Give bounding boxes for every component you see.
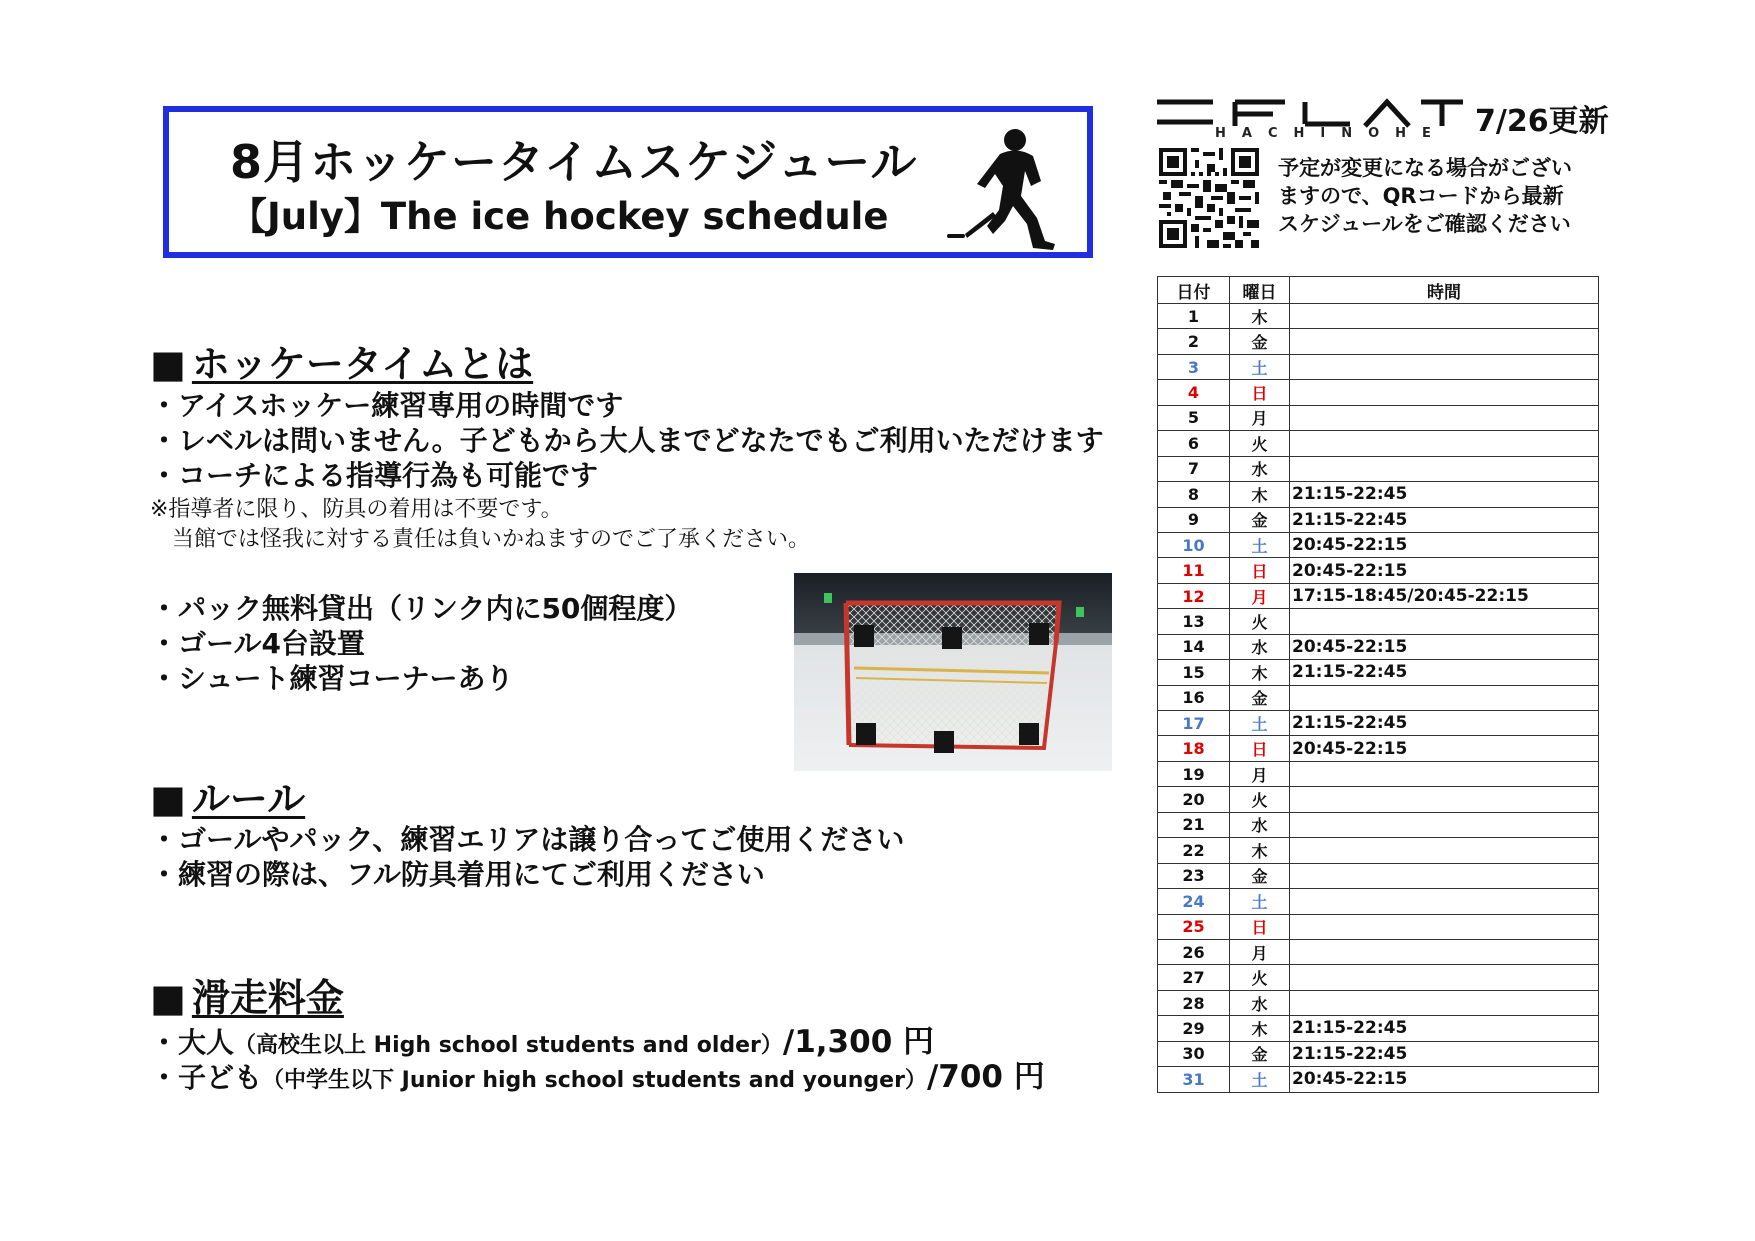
fee-note: （高校生以上 High school students and older）: [234, 1033, 783, 1058]
day-cell: 木: [1230, 660, 1290, 685]
section-heading-rules: [150, 768, 305, 823]
time-cell: 21:15-22:45: [1290, 482, 1599, 507]
table-row: [1158, 329, 1599, 354]
time-cell: [1290, 431, 1599, 456]
table-row: [1158, 990, 1599, 1015]
fee-note: （中学生以下 Junior high school students and younger）: [262, 1068, 927, 1093]
table-row: [1158, 838, 1599, 863]
table-row: [1158, 736, 1599, 761]
time-cell: 21:15-22:45: [1290, 711, 1599, 736]
time-cell: 21:15-22:45: [1290, 1041, 1599, 1066]
section-heading-text: 滑走料金: [191, 976, 344, 1020]
time-cell: [1290, 405, 1599, 430]
about-note: 当館では怪我に対する責任は負いかねますのでご了承ください。: [150, 527, 811, 552]
square-bullet: ■: [150, 777, 186, 821]
table-row: [1158, 787, 1599, 812]
date-cell: 15: [1158, 660, 1230, 685]
logo-text: FLAT: [1155, 96, 1158, 97]
schedule-table: [1157, 276, 1599, 1093]
column-header: 日付: [1158, 277, 1230, 304]
date-cell: 7: [1158, 456, 1230, 481]
date-cell: 10: [1158, 532, 1230, 557]
day-cell: 木: [1230, 304, 1290, 329]
day-cell: 水: [1230, 456, 1290, 481]
day-cell: 金: [1230, 1041, 1290, 1066]
date-cell: 14: [1158, 634, 1230, 659]
day-cell: 金: [1230, 329, 1290, 354]
table-row: [1158, 761, 1599, 786]
date-cell: 20: [1158, 787, 1230, 812]
section-heading-text: ホッケータイムとは: [191, 342, 534, 386]
logo-subtitle: HACHINOHE: [1215, 126, 1447, 141]
table-row: [1158, 1016, 1599, 1041]
day-cell: 木: [1230, 1016, 1290, 1041]
day-cell: 土: [1230, 1067, 1290, 1092]
day-cell: 火: [1230, 609, 1290, 634]
qr-code-icon[interactable]: [1157, 148, 1261, 248]
time-cell: [1290, 965, 1599, 990]
table-row: [1158, 634, 1599, 659]
time-cell: [1290, 609, 1599, 634]
day-cell: 水: [1230, 812, 1290, 837]
day-cell: 日: [1230, 736, 1290, 761]
date-cell: 6: [1158, 431, 1230, 456]
date-cell: 21: [1158, 812, 1230, 837]
time-cell: [1290, 838, 1599, 863]
time-cell: [1290, 761, 1599, 786]
page-subtitle: 【July】The ice hockey schedule: [230, 195, 889, 238]
table-row: [1158, 405, 1599, 430]
time-cell: [1290, 914, 1599, 939]
table-row: [1158, 1067, 1599, 1092]
page-title: 8月ホッケータイムスケジュール: [230, 135, 918, 189]
date-cell: 19: [1158, 761, 1230, 786]
date-cell: 12: [1158, 583, 1230, 608]
notice-line: 予定が変更になる場合がござい: [1278, 156, 1572, 180]
time-cell: 20:45-22:15: [1290, 634, 1599, 659]
date-cell: 13: [1158, 609, 1230, 634]
day-cell: 日: [1230, 380, 1290, 405]
time-cell: [1290, 990, 1599, 1015]
time-cell: [1290, 456, 1599, 481]
table-row: [1158, 711, 1599, 736]
table-row: [1158, 609, 1599, 634]
section-heading-about: [150, 333, 533, 388]
time-cell: 21:15-22:45: [1290, 507, 1599, 532]
table-row: [1158, 583, 1599, 608]
date-cell: 23: [1158, 863, 1230, 888]
date-cell: 1: [1158, 304, 1230, 329]
rules-bullet: ・ゴールやパック、練習エリアは譲り合ってご使用ください: [150, 823, 905, 856]
table-row: [1158, 304, 1599, 329]
update-label: 7/26更新: [1475, 104, 1609, 139]
table-row: [1158, 482, 1599, 507]
date-cell: 30: [1158, 1041, 1230, 1066]
about-bullet: ・コーチによる指導行為も可能です: [150, 459, 599, 492]
notice-line: スケジュールをご確認ください: [1278, 212, 1571, 236]
table-row: [1158, 507, 1599, 532]
hockey-player-icon: [945, 126, 1080, 251]
time-cell: 20:45-22:15: [1290, 558, 1599, 583]
time-cell: [1290, 787, 1599, 812]
about-bullet: ・アイスホッケー練習専用の時間です: [150, 389, 624, 422]
table-row: [1158, 939, 1599, 964]
date-cell: 24: [1158, 889, 1230, 914]
date-cell: 5: [1158, 405, 1230, 430]
table-row: [1158, 558, 1599, 583]
section-heading-text: ルール: [191, 777, 306, 821]
schedule-body: [1158, 304, 1599, 1093]
day-cell: 月: [1230, 583, 1290, 608]
about-bullet: ・レベルは問いません。子どもから大人までどなたでもご利用いただけます: [150, 424, 1104, 457]
hockey-goal-photo: [794, 573, 1112, 771]
square-bullet: ■: [150, 342, 186, 386]
table-row: [1158, 863, 1599, 888]
time-cell: [1290, 329, 1599, 354]
date-cell: 16: [1158, 685, 1230, 710]
date-cell: 31: [1158, 1067, 1230, 1092]
table-row: [1158, 685, 1599, 710]
fee-child: [150, 1051, 1045, 1096]
time-cell: [1290, 685, 1599, 710]
day-cell: 土: [1230, 711, 1290, 736]
about-bullet: ・シュート練習コーナーあり: [150, 662, 514, 695]
table-row: [1158, 889, 1599, 914]
date-cell: 4: [1158, 380, 1230, 405]
day-cell: 土: [1230, 889, 1290, 914]
date-cell: 18: [1158, 736, 1230, 761]
column-header: 曜日: [1230, 277, 1290, 304]
day-cell: 火: [1230, 431, 1290, 456]
day-cell: 月: [1230, 939, 1290, 964]
date-cell: 11: [1158, 558, 1230, 583]
section-heading-fees: [150, 967, 344, 1022]
fee-label: ・大人: [150, 1026, 235, 1059]
date-cell: 26: [1158, 939, 1230, 964]
table-row: [1158, 965, 1599, 990]
day-cell: 火: [1230, 965, 1290, 990]
fee-price: /700 円: [926, 1059, 1045, 1095]
day-cell: 金: [1230, 507, 1290, 532]
table-row: [1158, 1041, 1599, 1066]
about-bullet: ・ゴール4台設置: [150, 627, 365, 660]
time-cell: [1290, 380, 1599, 405]
table-row: [1158, 431, 1599, 456]
table-row: [1158, 914, 1599, 939]
time-cell: [1290, 939, 1599, 964]
table-row: [1158, 812, 1599, 837]
table-row: [1158, 380, 1599, 405]
time-cell: [1290, 863, 1599, 888]
table-row: [1158, 660, 1599, 685]
day-cell: 金: [1230, 685, 1290, 710]
time-cell: 21:15-22:45: [1290, 1016, 1599, 1041]
day-cell: 木: [1230, 482, 1290, 507]
time-cell: 17:15-18:45/20:45-22:15: [1290, 583, 1599, 608]
day-cell: 月: [1230, 761, 1290, 786]
table-row: [1158, 456, 1599, 481]
square-bullet: ■: [150, 976, 186, 1020]
time-cell: 20:45-22:15: [1290, 736, 1599, 761]
day-cell: 日: [1230, 558, 1290, 583]
day-cell: 火: [1230, 787, 1290, 812]
day-cell: 水: [1230, 634, 1290, 659]
day-cell: 土: [1230, 532, 1290, 557]
date-cell: 9: [1158, 507, 1230, 532]
time-cell: [1290, 812, 1599, 837]
about-bullet: ・パック無料貸出（リンク内に50個程度）: [150, 592, 693, 625]
time-cell: 20:45-22:15: [1290, 532, 1599, 557]
fee-price: /1,300 円: [782, 1024, 935, 1060]
time-cell: [1290, 354, 1599, 379]
about-note: ※指導者に限り、防具の着用は不要です。: [150, 497, 563, 522]
day-cell: 土: [1230, 354, 1290, 379]
date-cell: 17: [1158, 711, 1230, 736]
date-cell: 3: [1158, 354, 1230, 379]
day-cell: 木: [1230, 838, 1290, 863]
day-cell: 金: [1230, 863, 1290, 888]
time-cell: [1290, 889, 1599, 914]
date-cell: 2: [1158, 329, 1230, 354]
date-cell: 28: [1158, 990, 1230, 1015]
rules-bullet: ・練習の際は、フル防具着用にてご利用ください: [150, 858, 765, 891]
notice-line: ますので、QRコードから最新: [1278, 184, 1564, 208]
day-cell: 月: [1230, 405, 1290, 430]
day-cell: 水: [1230, 990, 1290, 1015]
date-cell: 27: [1158, 965, 1230, 990]
date-cell: 25: [1158, 914, 1230, 939]
table-row: [1158, 532, 1599, 557]
date-cell: 8: [1158, 482, 1230, 507]
fee-label: ・子ども: [150, 1061, 263, 1094]
column-header: 時間: [1290, 277, 1599, 304]
date-cell: 29: [1158, 1016, 1230, 1041]
day-cell: 日: [1230, 914, 1290, 939]
table-row: [1158, 354, 1599, 379]
time-cell: 20:45-22:15: [1290, 1067, 1599, 1092]
table-header-row: [1158, 277, 1599, 304]
time-cell: 21:15-22:45: [1290, 660, 1599, 685]
time-cell: [1290, 304, 1599, 329]
date-cell: 22: [1158, 838, 1230, 863]
